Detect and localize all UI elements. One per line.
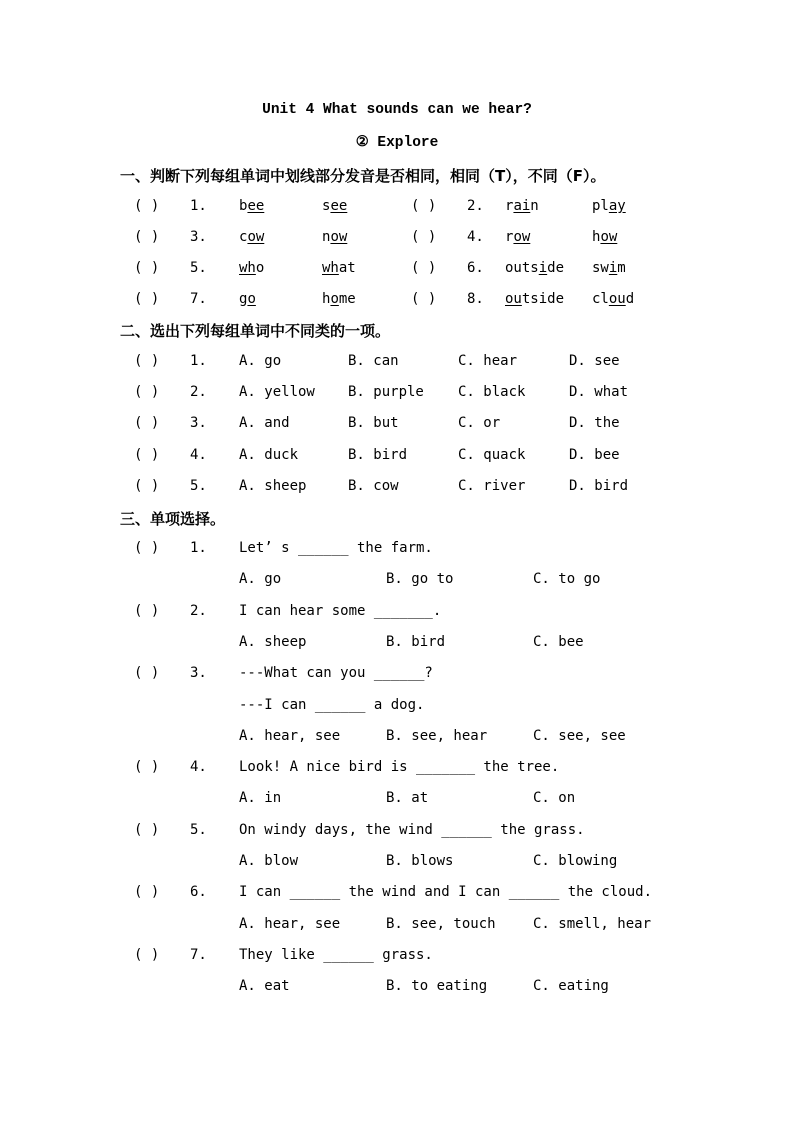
question-number: 7. [190,291,207,307]
word [592,198,626,214]
section-3-heading: 三、单项选择。 [120,510,226,528]
question-line [0,822,794,842]
option-b: B. to eating [386,978,488,995]
underlined-letters: o [247,291,256,307]
question-line [0,697,794,717]
word [322,229,347,245]
question-number: 3. [190,665,207,682]
underlined-letters: ou [608,291,626,307]
option-b: B. bird [386,633,446,650]
question-line [0,947,794,967]
word-part: d [625,291,635,307]
section-2-heading: 二、选出下列每组单词中不同类的一项。 [120,322,391,340]
word [322,198,347,214]
question-number: 1. [190,353,207,369]
answer-blank: ( ) [134,665,160,682]
word-part: r [505,198,514,214]
underlined-letters: wh [239,260,256,276]
question-number: 4. [190,446,207,463]
phonics-row [0,198,794,218]
word-part: de [547,260,565,276]
option-c: C. see, see [533,727,626,744]
word-part: n [322,229,331,245]
word [239,260,264,276]
answer-blank: ( ) [134,384,160,401]
underlined-letters: ai [513,198,531,214]
option-a: A. eat [239,978,290,995]
answer-blank: ( ) [134,198,160,214]
word [505,198,539,214]
word-part: s [322,198,331,214]
options-line [0,853,794,873]
option-a: A. hear, see [239,915,341,932]
word-part: h [322,291,331,307]
underlined-letters: i [538,260,548,276]
option-d: D. the [569,415,620,432]
document-title: Unit 4 What sounds can we hear? [262,102,532,118]
word [239,229,264,245]
underlined-letters: ou [505,291,522,307]
underlined-letters: ee [247,198,265,214]
answer-blank: ( ) [411,229,437,245]
answer-blank: ( ) [411,291,437,307]
option-c: C. on [533,790,576,807]
answer-blank: ( ) [134,540,160,556]
option-a: A. hear, see [239,727,341,744]
answer-blank: ( ) [134,353,160,369]
classify-row [0,478,794,498]
option-b: B. see, hear [386,727,488,744]
option-c: C. black [458,384,526,401]
word-part: sw [592,260,609,276]
underlined-letters: i [608,260,618,276]
underlined-letters: wh [322,260,339,276]
question-number: 7. [190,946,207,963]
option-b: B. can [348,353,399,369]
underlined-letters: o [330,291,339,307]
phonics-row [0,229,794,249]
classify-row [0,384,794,404]
word-part: cl [592,291,609,307]
option-b: B. but [348,415,399,432]
question-text: Look! A nice bird is _______ the tree. [239,759,560,776]
word-part: b [239,198,248,214]
option-a: A. sheep [239,633,307,650]
question-text: On windy days, the wind ______ the grass. [239,821,585,838]
option-a: A. in [239,790,282,807]
option-c: C. or [458,415,501,432]
option-d: D. bird [569,477,629,494]
word-part: c [239,229,248,245]
question-number: 5. [190,821,207,838]
underlined-letters: ow [330,229,348,245]
option-a: A. duck [239,446,299,463]
option-b: B. at [386,790,429,807]
question-number: 6. [467,260,484,276]
classify-row [0,415,794,435]
option-b: B. bird [348,446,408,463]
question-line [0,540,794,560]
word-part: g [239,291,248,307]
option-c: C. eating [533,978,609,995]
word-part: m [617,260,626,276]
word-part: outs [505,260,539,276]
question-text: I can hear some _______. [239,602,442,619]
options-line [0,728,794,748]
word [592,229,617,245]
option-a: A. and [239,415,290,432]
option-a: A. blow [239,853,299,869]
word [239,291,256,307]
word [505,229,530,245]
answer-blank: ( ) [134,415,160,432]
option-b: B. blows [386,853,454,869]
option-b: B. purple [348,384,424,401]
option-c: C. river [458,477,526,494]
word-part: h [592,229,601,245]
question-number: 6. [190,884,207,901]
question-text: I can ______ the wind and I can ______ the cloud. [239,884,653,901]
option-a: A. sheep [239,477,307,494]
option-d: D. bee [569,446,620,463]
question-number: 1. [190,540,207,556]
word-part: me [338,291,356,307]
question-number: 3. [190,229,207,245]
question-number: 1. [190,198,207,214]
option-c: C. hear [458,353,518,369]
option-c: C. to go [533,571,601,588]
option-a: A. go [239,571,282,588]
word [505,291,564,307]
answer-blank: ( ) [411,260,437,276]
word [592,291,634,307]
question-number: 2. [190,384,207,401]
answer-blank: ( ) [134,759,160,776]
word [322,291,356,307]
question-line [0,665,794,685]
answer-blank: ( ) [134,946,160,963]
underlined-letters: ow [247,229,265,245]
option-c: C. bee [533,633,584,650]
options-line [0,571,794,591]
answer-blank: ( ) [134,821,160,838]
classify-row [0,353,794,373]
word [592,260,626,276]
options-line [0,978,794,998]
question-number: 4. [190,759,207,776]
options-line [0,916,794,936]
question-text: ---I can ______ a dog. [239,696,425,713]
phonics-row [0,260,794,280]
question-line [0,884,794,904]
word-part: n [530,198,539,214]
options-line [0,790,794,810]
answer-blank: ( ) [134,229,160,245]
option-c: C. smell, hear [533,915,652,932]
question-number: 3. [190,415,207,432]
section-1-heading: 一、判断下列每组单词中划线部分发音是否相同，相同（T），不同（F）。 [120,167,606,185]
underlined-letters: ee [330,198,348,214]
word-part: o [255,260,265,276]
question-text: ---What can you ______? [239,665,433,682]
option-b: B. go to [386,571,454,588]
phonics-row [0,291,794,311]
classify-row [0,447,794,467]
word-part: tside [521,291,565,307]
option-d: D. what [569,384,629,401]
answer-blank: ( ) [134,260,160,276]
question-line [0,603,794,623]
question-number: 8. [467,291,484,307]
options-line [0,634,794,654]
question-line [0,759,794,779]
question-number: 2. [190,602,207,619]
underlined-letters: ow [600,229,618,245]
question-number: 2. [467,198,484,214]
word [239,198,264,214]
answer-blank: ( ) [134,477,160,494]
word-part: pl [592,198,609,214]
word [322,260,356,276]
answer-blank: ( ) [134,602,160,619]
word-part: at [338,260,356,276]
option-c: C. quack [458,446,526,463]
underlined-letters: ow [513,229,531,245]
option-b: B. cow [348,477,399,494]
option-a: A. go [239,353,282,369]
question-text: They like ______ grass. [239,946,433,963]
answer-blank: ( ) [134,446,160,463]
question-text: Let’ s ______ the farm. [239,540,433,556]
document-subtitle: ② Explore [355,135,439,151]
question-number: 4. [467,229,484,245]
word [505,260,564,276]
option-d: D. see [569,353,620,369]
question-number: 5. [190,477,207,494]
option-c: C. blowing [533,853,618,869]
underlined-letters: ay [608,198,626,214]
answer-blank: ( ) [134,884,160,901]
answer-blank: ( ) [134,291,160,307]
option-b: B. see, touch [386,915,496,932]
option-a: A. yellow [239,384,315,401]
question-number: 5. [190,260,207,276]
word-part: r [505,229,514,245]
answer-blank: ( ) [411,198,437,214]
